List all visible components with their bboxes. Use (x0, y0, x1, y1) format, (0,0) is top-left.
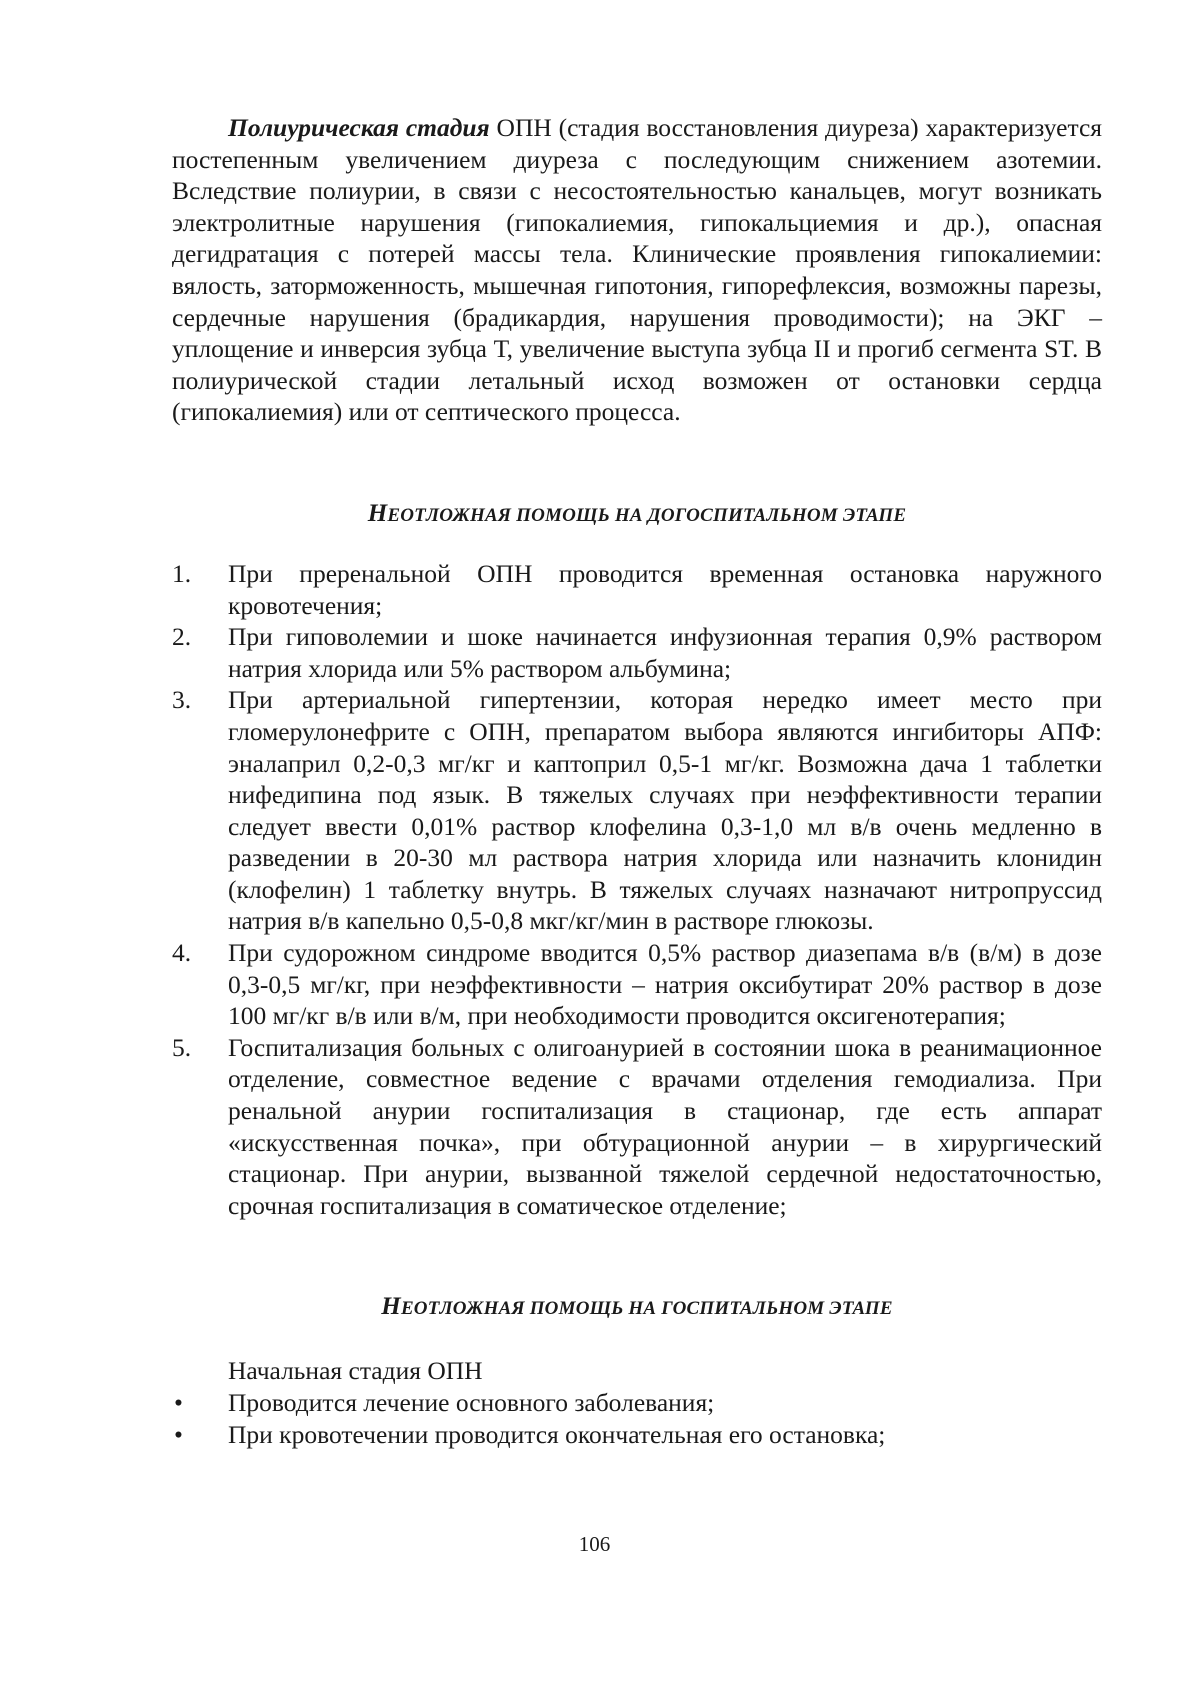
section-heading-rest: ЕОТЛОЖНАЯ ПОМОЩЬ НА ГОСПИТАЛЬНОМ ЭТАПЕ (400, 1298, 893, 1320)
bullet-item (172, 1387, 1102, 1419)
hospital-bullets-list (172, 1387, 1102, 1450)
section-heading-initial: Н (381, 1293, 401, 1321)
document-page (172, 112, 1102, 1450)
intro-lead-term: Полиурическая стадия (228, 113, 490, 142)
bullet-text: Проводится лечение основного заболевания; (228, 1388, 715, 1417)
bullet-symbol: • (174, 1419, 183, 1449)
list-item-number: 2. (172, 622, 192, 652)
intro-paragraph (172, 112, 1102, 428)
list-item-text: При судорожном синдроме вводится 0,5% раствор диазепама в/в (в/м) в дозе 0,3-0,5 мг/кг, при неэффективности – натрия оксибутират 20% раствор в дозе 100 мг/кг в/в или в/м, при необходимости проводится оксигенотерапия; (228, 938, 1102, 1031)
list-item (172, 684, 1102, 937)
section-heading-initial: Н (367, 499, 388, 527)
list-item (172, 621, 1102, 684)
section-heading-prehospital (172, 500, 1102, 528)
list-item-number: 3. (172, 685, 192, 715)
stage-subtitle: Начальная стадия ОПН (228, 1356, 483, 1386)
section-heading-rest: ЕОТЛОЖНАЯ ПОМОЩЬ НА ДОГОСПИТАЛЬНОМ ЭТАПЕ (387, 504, 907, 526)
list-item-text: При гиповолемии и шоке начинается инфузионная терапия 0,9% раствором натрия хлорида или 5% раствором альбумина; (228, 622, 1102, 683)
list-item-number: 1. (172, 558, 192, 588)
list-item (172, 1032, 1102, 1222)
page-number: 106 (578, 1532, 611, 1556)
list-item (172, 558, 1102, 621)
list-item-text: При артериальной гипертензии, которая нередко имеет место при гломерулонефрите с ОПН, препаратом выбора являются ингибиторы АПФ: эналаприл 0,2-0,3 мг/кг и каптоприл 0,5-1 мг/кг. Возможна дача 1 таблетки нифедипина под язык. В тяжелых случаях при неэффективности терапии следует ввести 0,01% раствор клофелина 0,3-1,0 мл в/в очень медленно в разведении в 20-30 мл раствора натрия хлорида или назначить клонидин (клофелин) 1 таблетку внутрь. В тяжелых случаях назначают нитропруссид натрия в/в капельно 0,5-0,8 мкг/кг/мин в растворе глюкозы. (228, 685, 1102, 936)
bullet-text: При кровотечении проводится окончательная его остановка; (228, 1419, 886, 1449)
list-item (172, 937, 1102, 1032)
intro-text: ОПН (стадия восстановления диуреза) характеризуется постепенным увеличением диуреза с последующим снижением азотемии. Вследствие полиурии, в связи с несостоятельностью канальцев, могут возникать электролитные нарушения (гипокалиемия, гипокальциемия и др.), опасная дегидратация с потерей массы тела. Клинические проявления гипокалиемии: вялость, заторможенность, мышечная гипотония, гипорефлексия, возможны парезы, сердечные нарушения (брадикардия, нарушения проводимости); на ЭКГ – уплощение и инверсия зубца Т, увеличение выступа зубца II и прогиб сегмента ST. В полиурической стадии летальный исход возможен от остановки сердца (гипокалиемия) или от септического процесса. (172, 113, 1102, 427)
list-item-number: 5. (172, 1032, 192, 1062)
list-item-text: При преренальной ОПН проводится временная остановка наружного кровотечения; (228, 558, 1102, 620)
list-item-number: 4. (172, 938, 192, 968)
bullet-item (172, 1419, 1102, 1451)
list-item-text: Госпитализация больных с олигоанурией в состоянии шока в реанимационное отделение, совместное ведение с врачами отделения гемодиализа. При ренальной анурии госпитализация в стационар, где есть аппарат «искусственная почка», при обтурационной анурии – в хирургический стационар. При анурии, вызванной тяжелой сердечной недостаточностью, срочная госпитализация в соматическое отделение; (228, 1032, 1102, 1220)
bullet-symbol: • (174, 1388, 183, 1417)
section-heading-hospital (172, 1293, 1102, 1321)
prehospital-steps-list (172, 558, 1102, 1221)
